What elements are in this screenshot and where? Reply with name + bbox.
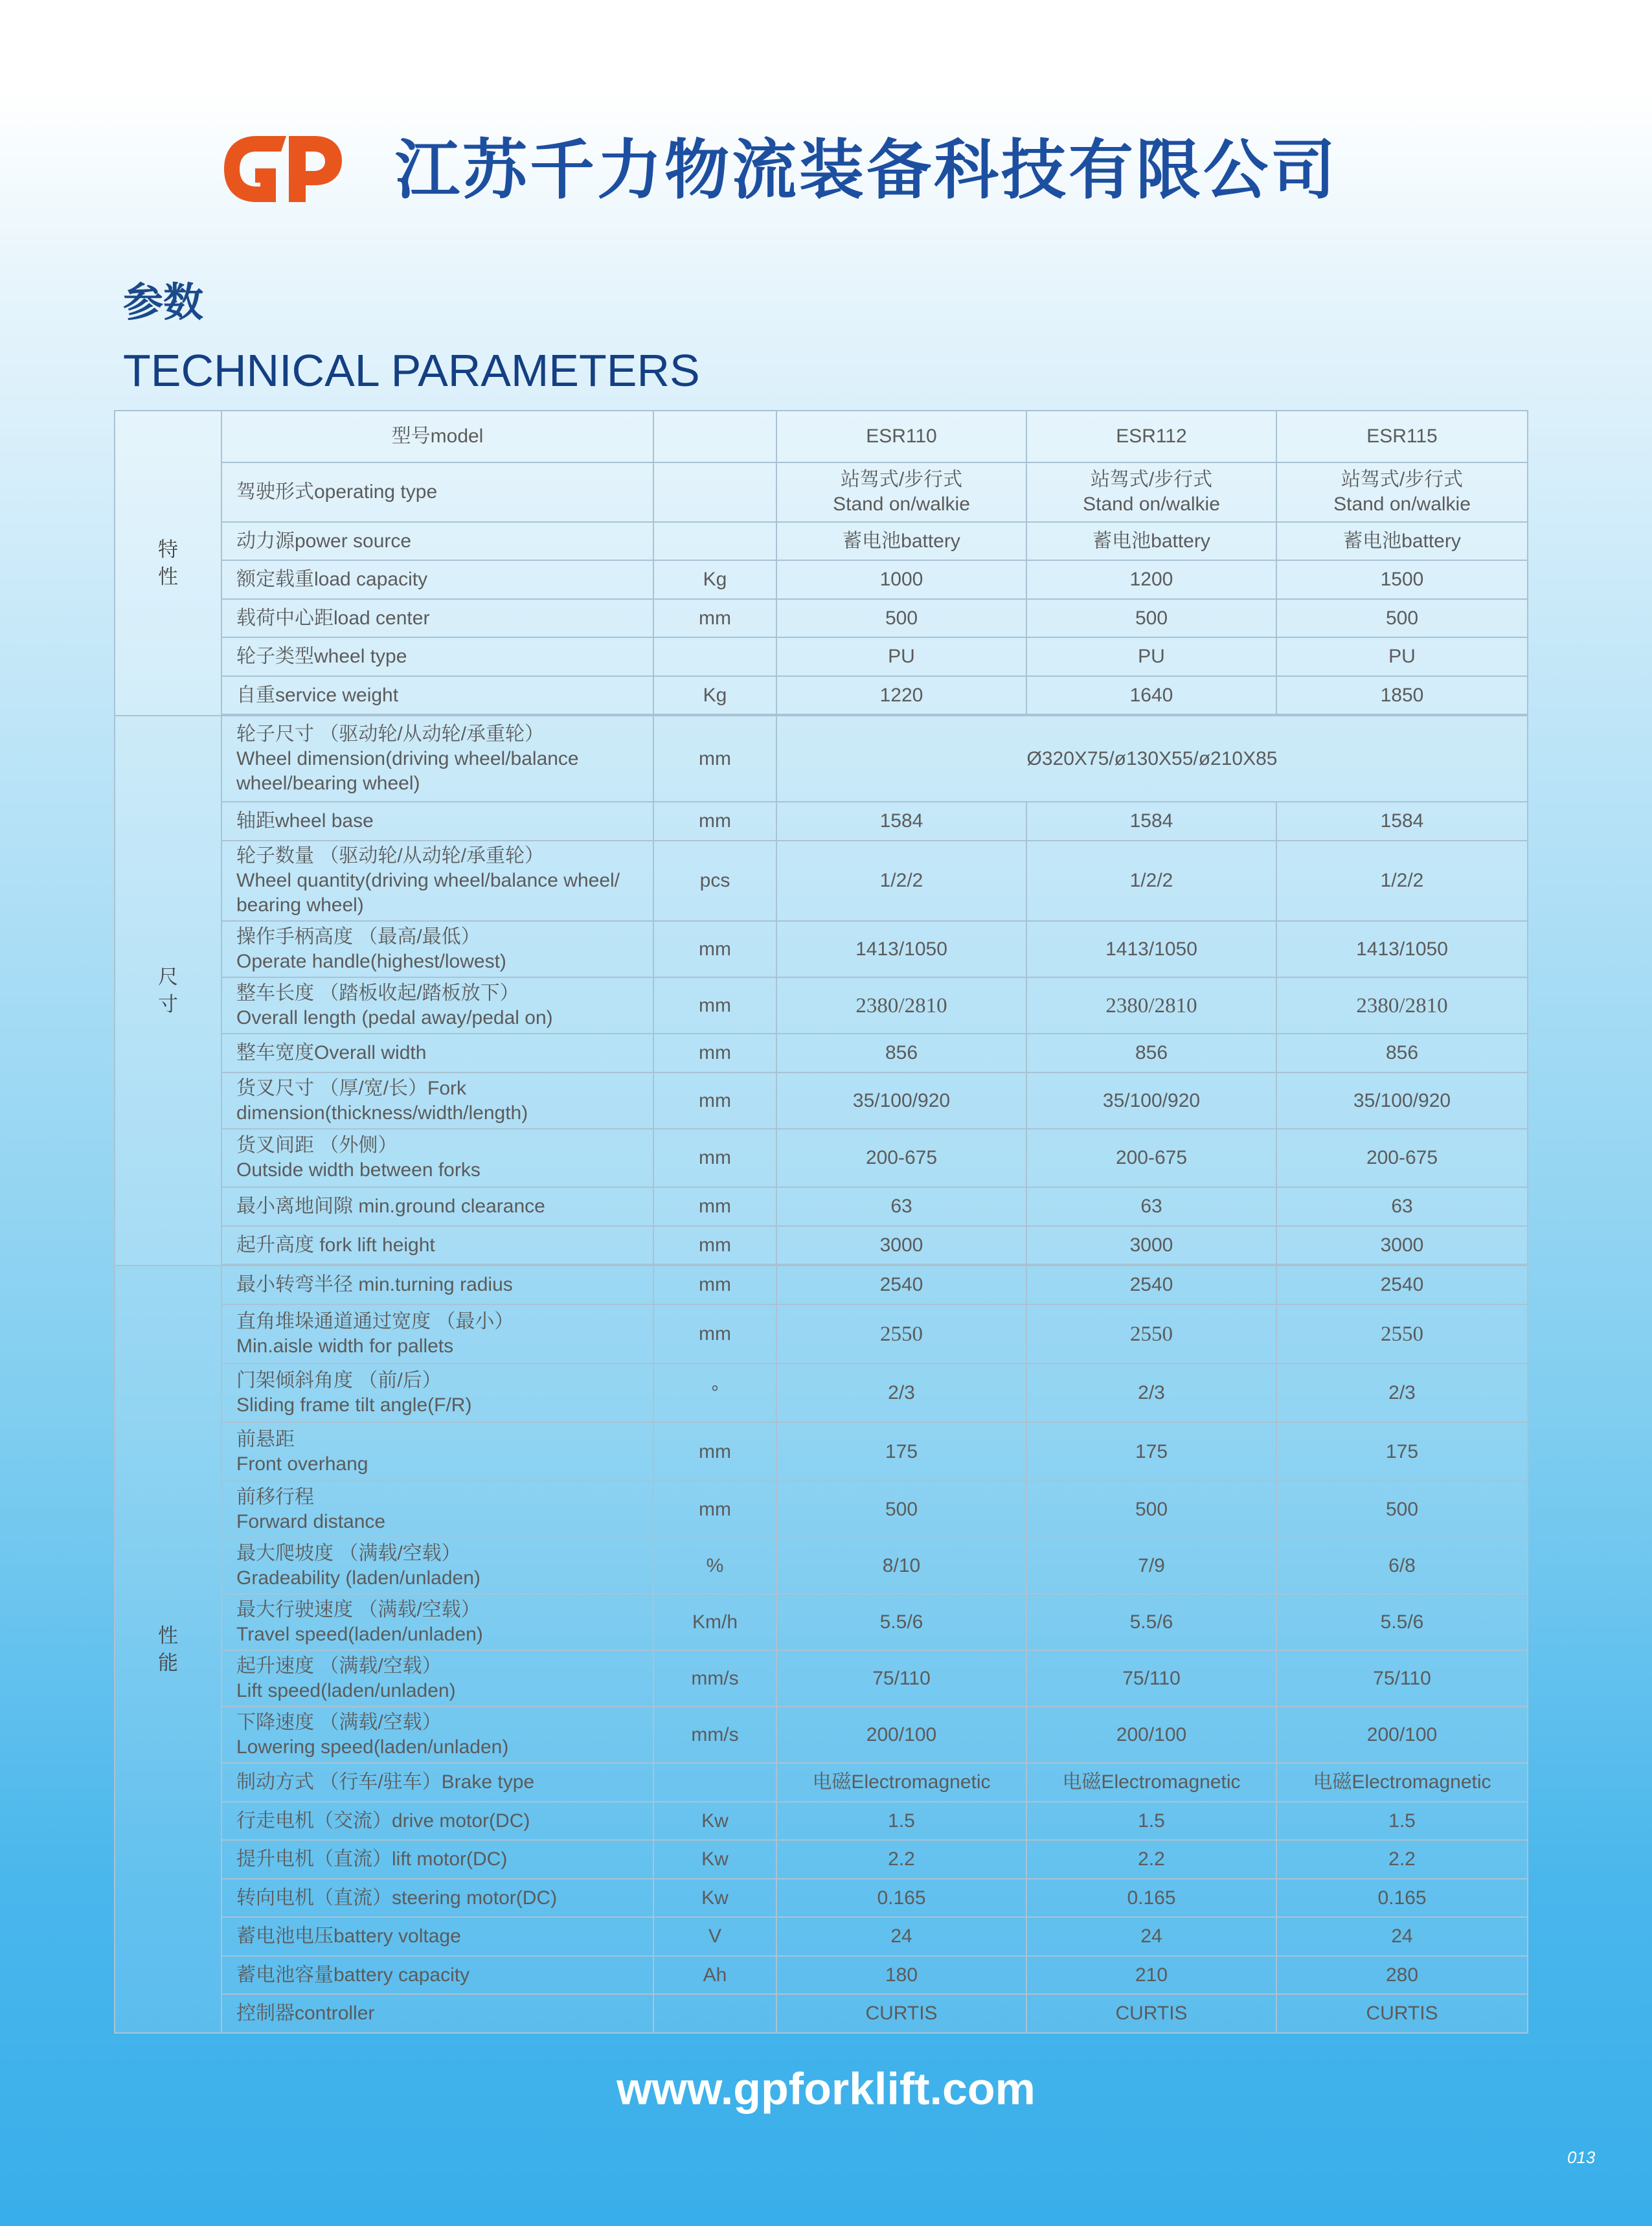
row-value: 1/2/2 <box>1276 841 1528 921</box>
group-dimensions: 尺寸 <box>115 716 221 1266</box>
row-value: 蓄电池battery <box>1276 522 1528 560</box>
row-unit: Ah <box>653 1956 776 1994</box>
row-unit: Kw <box>653 1802 776 1840</box>
row-label: 操作手柄高度 （最高/最低） Operate handle(highest/lowest) <box>221 921 653 977</box>
row-value: 站驾式/步行式 Stand on/walkie <box>776 462 1026 522</box>
row-value: CURTIS <box>1276 1994 1528 2033</box>
table-row <box>115 1129 1528 1187</box>
header-model: ESR112 <box>1026 411 1276 462</box>
row-label: 货叉间距 （外侧） Outside width between forks <box>221 1129 653 1187</box>
row-value: 2550 <box>1276 1304 1528 1363</box>
row-value: 2540 <box>1026 1266 1276 1304</box>
row-unit <box>653 637 776 676</box>
row-unit: mm <box>653 1481 776 1538</box>
row-value: 856 <box>1276 1034 1528 1073</box>
row-value: 1584 <box>776 802 1026 841</box>
row-value: 200/100 <box>1276 1707 1528 1763</box>
row-value: 1850 <box>1276 676 1528 714</box>
table-row <box>115 637 1528 676</box>
row-value: 856 <box>776 1034 1026 1073</box>
row-value: 500 <box>1276 1481 1528 1538</box>
row-unit: mm <box>653 1266 776 1304</box>
row-value: 3000 <box>776 1226 1026 1264</box>
row-value: 2.2 <box>776 1840 1026 1879</box>
row-value: 63 <box>1276 1187 1528 1226</box>
row-unit: mm <box>653 1073 776 1129</box>
row-label: 货叉尺寸 （厚/宽/长）Fork dimension(thickness/width/length) <box>221 1073 653 1129</box>
table-row <box>115 1840 1528 1879</box>
row-value: 1413/1050 <box>1026 921 1276 977</box>
gp-logo <box>219 131 345 207</box>
section-title-en: TECHNICAL PARAMETERS <box>123 345 700 396</box>
table-row <box>115 1304 1528 1363</box>
row-value: 1640 <box>1026 676 1276 714</box>
row-value: 5.5/6 <box>1276 1594 1528 1650</box>
row-unit: mm <box>653 1422 776 1481</box>
row-unit: mm <box>653 1187 776 1226</box>
row-value: 75/110 <box>776 1650 1026 1707</box>
row-value: 75/110 <box>1276 1650 1528 1707</box>
row-value: 1220 <box>776 676 1026 714</box>
row-value: 63 <box>776 1187 1026 1226</box>
row-value: 2550 <box>1026 1304 1276 1363</box>
row-unit <box>653 522 776 560</box>
row-value: 35/100/920 <box>1026 1073 1276 1129</box>
table-row <box>115 1763 1528 1802</box>
table-row <box>115 1266 1528 1304</box>
row-label: 自重service weight <box>221 676 653 714</box>
row-value: 24 <box>1026 1917 1276 1956</box>
row-unit: mm <box>653 1226 776 1264</box>
row-unit: mm/s <box>653 1650 776 1707</box>
table-row <box>115 1917 1528 1956</box>
table-row <box>115 1073 1528 1129</box>
row-value: 1500 <box>1276 560 1528 599</box>
table-row <box>115 1226 1528 1264</box>
row-value: 500 <box>1026 1481 1276 1538</box>
table-row <box>115 522 1528 560</box>
row-value: 200/100 <box>776 1707 1026 1763</box>
row-value: 3000 <box>1276 1226 1528 1264</box>
row-label: 提升电机（直流）lift motor(DC) <box>221 1840 653 1879</box>
row-value: 站驾式/步行式 Stand on/walkie <box>1026 462 1276 522</box>
row-value: 180 <box>776 1956 1026 1994</box>
row-unit: mm <box>653 977 776 1034</box>
row-value-merged: Ø320X75/ø130X55/ø210X85 <box>776 716 1528 802</box>
row-label: 制动方式 （行车/驻车）Brake type <box>221 1763 653 1802</box>
row-value: 0.165 <box>776 1879 1026 1917</box>
table-row <box>115 802 1528 841</box>
row-value: 175 <box>776 1422 1026 1481</box>
header-model: ESR115 <box>1276 411 1528 462</box>
group-features: 特性 <box>115 411 221 716</box>
row-label: 整车长度 （踏板收起/踏板放下） Overall length (pedal away/pedal on) <box>221 977 653 1034</box>
table-row <box>115 1994 1528 2033</box>
row-value: 175 <box>1026 1422 1276 1481</box>
row-value: 1.5 <box>1276 1802 1528 1840</box>
row-value: 200/100 <box>1026 1707 1276 1763</box>
row-value: 2550 <box>776 1304 1026 1363</box>
row-value: 2540 <box>1276 1266 1528 1304</box>
row-value: 35/100/920 <box>1276 1073 1528 1129</box>
row-value: 1.5 <box>1026 1802 1276 1840</box>
row-value: 2.2 <box>1276 1840 1528 1879</box>
row-label: 载荷中心距load center <box>221 599 653 637</box>
row-value: 2/3 <box>776 1363 1026 1422</box>
table-row <box>115 1422 1528 1481</box>
row-value: 2380/2810 <box>1026 977 1276 1034</box>
table-row <box>115 1034 1528 1073</box>
row-label: 轮子数量 （驱动轮/从动轮/承重轮） Wheel quantity(driving wheel/balance wheel/ bearing wheel) <box>221 841 653 921</box>
table-row <box>115 1187 1528 1226</box>
row-label: 蓄电池电压battery voltage <box>221 1917 653 1956</box>
row-value: 500 <box>776 1481 1026 1538</box>
row-label: 下降速度 （满载/空载） Lowering speed(laden/unladen) <box>221 1707 653 1763</box>
row-label: 控制器controller <box>221 1994 653 2033</box>
table-row <box>115 1650 1528 1707</box>
table-row <box>115 977 1528 1034</box>
spec-table <box>114 410 1528 2034</box>
row-value: 2380/2810 <box>1276 977 1528 1034</box>
row-value: 1000 <box>776 560 1026 599</box>
row-label: 驾驶形式operating type <box>221 462 653 522</box>
row-label: 额定载重load capacity <box>221 560 653 599</box>
row-value: 24 <box>776 1917 1026 1956</box>
row-value: 75/110 <box>1026 1650 1276 1707</box>
row-label: 最小离地间隙 min.ground clearance <box>221 1187 653 1226</box>
row-unit: Kw <box>653 1879 776 1917</box>
row-value: PU <box>1276 637 1528 676</box>
row-value: PU <box>776 637 1026 676</box>
row-value: 500 <box>1276 599 1528 637</box>
table-row <box>115 1363 1528 1422</box>
table-row <box>115 1956 1528 1994</box>
row-value: 210 <box>1026 1956 1276 1994</box>
row-value: 24 <box>1276 1917 1528 1956</box>
table-row <box>115 1594 1528 1650</box>
row-value: 1200 <box>1026 560 1276 599</box>
table-header-row <box>115 411 1528 462</box>
row-label: 整车宽度Overall width <box>221 1034 653 1073</box>
row-value: 8/10 <box>776 1538 1026 1594</box>
row-unit <box>653 462 776 522</box>
table-row <box>115 841 1528 921</box>
row-value: CURTIS <box>1026 1994 1276 2033</box>
row-value: 5.5/6 <box>776 1594 1026 1650</box>
table-row <box>115 676 1528 714</box>
row-value: 2.2 <box>1026 1840 1276 1879</box>
row-unit: % <box>653 1538 776 1594</box>
row-unit: mm <box>653 599 776 637</box>
row-value: 电磁Electromagnetic <box>776 1763 1026 1802</box>
row-value: 0.165 <box>1276 1879 1528 1917</box>
row-label: 起升速度 （满载/空载） Lift speed(laden/unladen) <box>221 1650 653 1707</box>
row-unit: Kg <box>653 676 776 714</box>
row-label: 最小转弯半径 min.turning radius <box>221 1266 653 1304</box>
row-value: 500 <box>1026 599 1276 637</box>
row-value: 1/2/2 <box>1026 841 1276 921</box>
header-model: ESR110 <box>776 411 1026 462</box>
row-value: 1413/1050 <box>1276 921 1528 977</box>
row-value: 200-675 <box>1276 1129 1528 1187</box>
row-value: 1/2/2 <box>776 841 1026 921</box>
row-value: 2380/2810 <box>776 977 1026 1034</box>
table-row <box>115 560 1528 599</box>
row-label: 起升高度 fork lift height <box>221 1226 653 1264</box>
row-value: 1584 <box>1276 802 1528 841</box>
row-value: 200-675 <box>776 1129 1026 1187</box>
row-unit <box>653 1763 776 1802</box>
row-value: 35/100/920 <box>776 1073 1026 1129</box>
row-label: 轴距wheel base <box>221 802 653 841</box>
website-link[interactable]: www.gpforklift.com <box>617 2063 1035 2114</box>
group-performance: 性能 <box>115 1266 221 2033</box>
row-unit: mm <box>653 1129 776 1187</box>
row-value: 蓄电池battery <box>1026 522 1276 560</box>
row-unit: ° <box>653 1363 776 1422</box>
row-value: 200-675 <box>1026 1129 1276 1187</box>
row-unit: Km/h <box>653 1594 776 1650</box>
row-unit: pcs <box>653 841 776 921</box>
row-unit: mm <box>653 1034 776 1073</box>
table-row <box>115 462 1528 522</box>
row-label: 轮子类型wheel type <box>221 637 653 676</box>
row-value: 2/3 <box>1026 1363 1276 1422</box>
company-name: 江苏千力物流装备科技有限公司 <box>395 134 1338 207</box>
table-row <box>115 1879 1528 1917</box>
table-row <box>115 716 1528 802</box>
row-value: 0.165 <box>1026 1879 1276 1917</box>
row-label: 门架倾斜角度 （前/后） Sliding frame tilt angle(F/R) <box>221 1363 653 1422</box>
row-label: 直角堆垛通道通过宽度 （最小） Min.aisle width for pallets <box>221 1304 653 1363</box>
row-value: 站驾式/步行式 Stand on/walkie <box>1276 462 1528 522</box>
row-unit <box>653 1994 776 2033</box>
header-label: 型号model <box>221 411 653 462</box>
table-row <box>115 1538 1528 1594</box>
row-label: 前移行程 Forward distance <box>221 1481 653 1538</box>
row-value: 3000 <box>1026 1226 1276 1264</box>
row-unit: mm/s <box>653 1707 776 1763</box>
row-unit: V <box>653 1917 776 1956</box>
table-row <box>115 599 1528 637</box>
page-header <box>219 123 1385 214</box>
row-label: 轮子尺寸 （驱动轮/从动轮/承重轮） Wheel dimension(driving wheel/balance wheel/bearing wheel) <box>221 716 653 802</box>
row-value: 63 <box>1026 1187 1276 1226</box>
row-unit: mm <box>653 716 776 802</box>
row-unit: Kw <box>653 1840 776 1879</box>
page-number: 013 <box>1567 2148 1596 2167</box>
row-unit: mm <box>653 802 776 841</box>
row-unit: Kg <box>653 560 776 599</box>
row-value: 电磁Electromagnetic <box>1026 1763 1276 1802</box>
section-title-cn: 参数 <box>123 280 204 325</box>
row-label: 最大行驶速度 （满载/空载） Travel speed(laden/unladen) <box>221 1594 653 1650</box>
row-value: 856 <box>1026 1034 1276 1073</box>
row-value: 电磁Electromagnetic <box>1276 1763 1528 1802</box>
row-value: 1584 <box>1026 802 1276 841</box>
row-label: 行走电机（交流）drive motor(DC) <box>221 1802 653 1840</box>
row-value: 5.5/6 <box>1026 1594 1276 1650</box>
row-value: 1413/1050 <box>776 921 1026 977</box>
row-label: 动力源power source <box>221 522 653 560</box>
row-label: 转向电机（直流）steering motor(DC) <box>221 1879 653 1917</box>
row-label: 前悬距 Front overhang <box>221 1422 653 1481</box>
row-label: 最大爬坡度 （满载/空载） Gradeability (laden/unladen) <box>221 1538 653 1594</box>
row-value: 7/9 <box>1026 1538 1276 1594</box>
row-value: PU <box>1026 637 1276 676</box>
row-value: 蓄电池battery <box>776 522 1026 560</box>
row-unit: mm <box>653 921 776 977</box>
table-row <box>115 921 1528 977</box>
row-value: 1.5 <box>776 1802 1026 1840</box>
row-unit: mm <box>653 1304 776 1363</box>
row-value: 175 <box>1276 1422 1528 1481</box>
row-value: 2/3 <box>1276 1363 1528 1422</box>
table-row <box>115 1707 1528 1763</box>
row-value: 2540 <box>776 1266 1026 1304</box>
row-value: 280 <box>1276 1956 1528 1994</box>
row-value: 500 <box>776 599 1026 637</box>
row-label: 蓄电池容量battery capacity <box>221 1956 653 1994</box>
row-value: CURTIS <box>776 1994 1026 2033</box>
header-unit <box>653 411 776 462</box>
table-row <box>115 1802 1528 1840</box>
table-row <box>115 1481 1528 1538</box>
row-value: 6/8 <box>1276 1538 1528 1594</box>
